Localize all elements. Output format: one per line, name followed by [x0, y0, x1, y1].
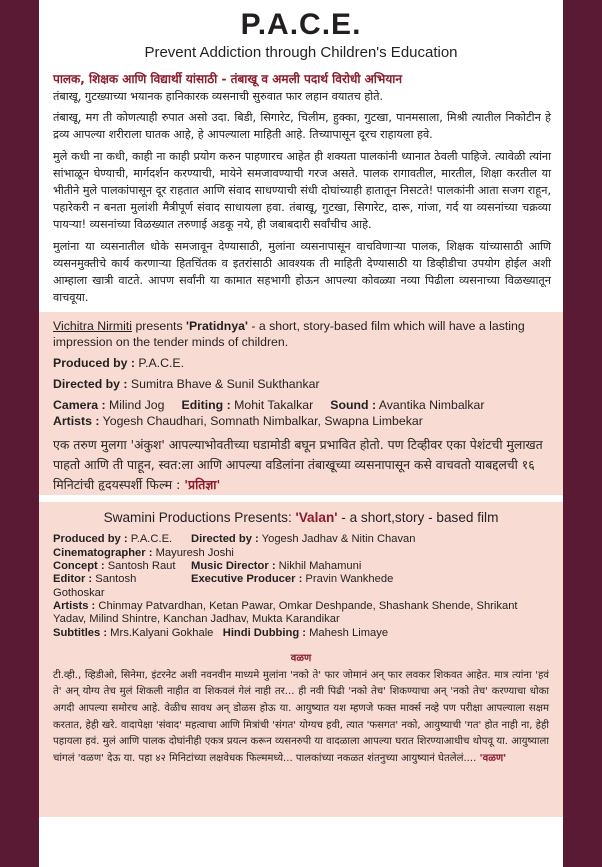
valan-directed-label: Directed by :: [191, 533, 259, 546]
valan-dubbing-value: Mahesh Limaye: [306, 626, 389, 639]
editing-value: Mohit Takalkar: [230, 398, 314, 413]
produced-by-value: P.A.C.E.: [135, 356, 184, 371]
credit-row: [53, 560, 549, 573]
credit-row: [53, 600, 549, 627]
valan-exec-label: Executive Producer :: [191, 573, 303, 586]
directed-by-value: Sumitra Bhave & Sunil Sukthankar: [127, 377, 320, 392]
poster-page: [39, 0, 563, 867]
valan-box: [39, 502, 563, 817]
valan-editor-label: Editor :: [53, 573, 93, 586]
page-title: P.A.C.E.: [240, 8, 362, 41]
produced-by: [53, 355, 549, 371]
campaign-heading: पालक, शिक्षक आणि विद्यार्थी यांसाठी - तंबाखू व अमली पदार्थ विरोधी अभियान: [53, 72, 403, 86]
page-subtitle: Prevent Addiction through Children's Education: [144, 44, 458, 61]
valan-synopsis: [53, 668, 549, 768]
valan-artists-value: Chinmay Patvardhan, Ketan Pawar, Omkar Deshpande, Shashank Shende, Shrikant Yadav, Milind Shintre, Kanchan Jadhav, Mukta Karandikar: [53, 599, 518, 626]
camera-label: Camera :: [53, 398, 106, 413]
valan-artists-label: Artists :: [53, 599, 96, 612]
artists-value: Yogesh Chaudhari, Somnath Nimbalkar, Swapna Limbekar: [99, 414, 423, 429]
pratidnya-synopsis: [53, 435, 549, 495]
camera-value: Milind Jog: [105, 398, 165, 413]
valan-cinematographer-label: Cinematographer :: [53, 546, 153, 559]
valan-music-value: Nikhil Mahamuni: [275, 560, 362, 573]
valan-intro: [53, 510, 549, 525]
valan-dubbing-label: Hindi Dubbing :: [222, 626, 306, 639]
editing-label: Editing :: [181, 398, 231, 413]
film-title: 'Pratidnya': [186, 319, 248, 334]
valan-body-text: टी.व्ही., व्हिडीओ, सिनेमा, इंटरनेट अशी नवनवीन माध्यमे मुलांना 'नको ते' फार जोमानं अन् फार लवकर शिकवत आहेत. मात्र त्यांना 'हवं ते' अन् योग्य तेच मुलं शिकली नाहीत वा शिकवलं गेलं नाही तर... ही नवी पिढी 'नको तेच' शिकण्याचा अन् 'नको तेच' करण्याचा धोका अगदी आपल्या समोरच आहे. वेळीच सावध अन् डोळस होऊ या. आयुष्यात यश म्हणजे फक्त मार्क्स नव्हे पण परीक्षा आपल्याला सक्षम करतात, हेही खरे. वादापेक्षा 'संवाद' महत्वाचा आणि मित्रांची 'संगत' योग्यच हवी, त्यात 'फसगत' नको, आयुष्याची 'गत' होत नाही ना, हेही पहायला हवं. मुलं आणि पालक दोघांनीही एकत्र प्रयत्न करून व्यसनरुपी या वादळाला आपल्या घरात शिरण्याआधीच थोपवू या. आयुष्याला चांगलं 'वळण' देऊ या. पहा ४२ मिनिटांच्या लक्षवेधक फिल्ममध्ये... पालकांच्या नकळत शंतनुच्या आयुष्यानं घेतलेलं....: [53, 669, 549, 764]
valan-exec-value: Pravin Wankhede: [302, 573, 394, 586]
crew-line: [53, 397, 549, 413]
campaign-section: [39, 70, 563, 306]
artists: [53, 413, 549, 429]
valan-credits: [53, 533, 549, 639]
valan-section-heading: वळण: [290, 652, 312, 664]
campaign-paragraph: तंबाखू, मग ती कोणत्याही रुपात असो उदा. बिडी, सिगारेट, चिलीम, हुक्का, गुटखा, पानमसाला, मिश्री त्यातील निकोटीन हे द्रव्य आपल्या शरीराला घातक आहे, हे आपल्याला माहिती आहे. तिच्यापासून दूरच राहायला हवे.: [53, 111, 551, 142]
campaign-paragraph: मुलांना या व्यसनातील धोके समजावून देण्यासाठी, मुलांना व्यसनापासून वाचविणाऱ्या पालक, शिक्षक यांच्यासाठी आणि व्यसनमुक्तीचे कार्य करणाऱ्या हितचिंतक व इतरांसाठी आवश्यक ती माहिती देण्यासाठी या डिव्हीडीचा उपयोग होईल अशी आम्हाला खात्री वाटते. आपण सर्वांनी या कामात सहभागी होऊन आपल्या कोवळ्या नव्या पिढीला व्यसनाच्या विळख्यातून वाचवूया.: [53, 239, 551, 305]
directed-by-label: Directed by :: [53, 377, 128, 392]
valan-description: - a short,story - based film: [337, 510, 499, 526]
credit-row: [53, 533, 549, 546]
valan-concept-value: Santosh Raut: [104, 560, 176, 573]
valan-directed-value: Yogesh Jadhav & Nitin Chavan: [258, 533, 416, 546]
header: [39, 0, 563, 61]
presents-word: presents: [132, 319, 187, 334]
valan-subtitles-value: Mrs.Kalyani Gokhale: [107, 626, 214, 639]
valan-subtitles-label: Subtitles :: [53, 626, 108, 639]
valan-body-end: 'वळण': [479, 752, 507, 764]
sound-value: Avantika Nimbalkar: [376, 398, 485, 413]
valan-film-title: 'Valan': [295, 510, 338, 526]
pratidnya-box: [39, 312, 563, 495]
valan-produced-value: P.A.C.E.: [127, 533, 173, 546]
valan-presenter: Swamini Productions Presents:: [103, 510, 296, 526]
valan-editor-value: Santosh Gothoskar: [53, 573, 137, 599]
campaign-paragraph: तंबाखू, गुटख्याच्या भयानक हानिकारक व्यसनाची सुरुवात फार लहान वयातच होते.: [53, 90, 384, 103]
produced-by-label: Produced by :: [53, 356, 135, 371]
presenter-name: Vichitra Nirmiti: [53, 319, 133, 334]
credit-row: [53, 547, 549, 560]
credit-row: [53, 573, 549, 600]
film-description: - a short, story-based film which will have a lasting impression on the tender minds of children.: [53, 319, 525, 350]
valan-concept-label: Concept :: [53, 560, 105, 573]
valan-cinematographer-value: Mayuresh Joshi: [152, 546, 234, 559]
artists-label: Artists :: [53, 414, 100, 429]
synopsis-title: 'प्रतिज्ञा': [184, 477, 221, 493]
pratidnya-intro: [53, 318, 549, 350]
directed-by: [53, 376, 549, 392]
credit-row: [53, 627, 549, 640]
sound-label: Sound :: [330, 398, 377, 413]
campaign-paragraph: मुले कधी ना कधी, काही ना काही प्रयोग करुन पाहणारच आहेत ही शक्यता पालकांनी ध्यानात ठेवली पाहिजे. त्यावेळी त्यांना सांभाळून घेण्याची, मार्गदर्शन करण्याची, मायेने समजावण्याची गरज असते. पालक रागावतील, मारतील, शिक्षा करतील या भीतीने मुले पालकांपासून दूर राहतात आणि संवाद साधण्याची संधी दोघांच्याही हातातून निसटते! पालकांनी आता सजग राहून, पहारेकरी न बनता मुलांशी मैत्रीपूर्ण संवाद साधायला हवा. तंबाखू, गुटखा, सिगारेट, दारू, गांजा, गर्द या व्यसनांच्या चक्रव्या पायऱ्या! व्यसनांच्या विळख्यात तरुणाई अडकू नये, ही जबाबदारी सर्वांचीच आहे.: [53, 149, 551, 232]
valan-produced-label: Produced by :: [53, 533, 128, 546]
synopsis-text: एक तरुण मुलगा 'अंकुश' आपल्याभोवतीच्या घडामोडी बघून प्रभावित होतो. पण टिव्हीवर एका पेशंटची मुलाखत पाहतो आणि ती पाहून, स्वत:ला आणि आपल्या वडिलांना तंबाखूच्या व्यसनापासून कसे वाचवतो याबद्दलची १६ मिनिटांची हृदयस्पर्शी फिल्म :: [53, 437, 543, 493]
valan-music-label: Music Director :: [191, 560, 276, 573]
